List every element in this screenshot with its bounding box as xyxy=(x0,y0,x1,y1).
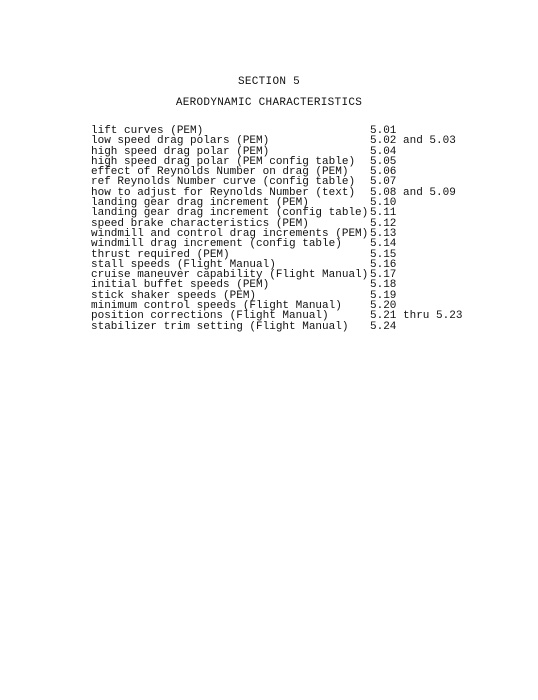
toc-entry-label: effect of Reynolds Number on drag (PEM) xyxy=(91,166,349,179)
section-number: SECTION 5 xyxy=(237,76,301,88)
toc-entry-label: how to adjust for Reynolds Number (text) xyxy=(91,186,356,199)
toc-entry-label: stall speeds (Flight Manual) xyxy=(91,258,276,271)
toc-entry-page: 5.04 xyxy=(370,145,397,158)
toc-entry-label: landing gear drag increment (PEM) xyxy=(91,197,309,210)
toc-entry-label: ref Reynolds Number curve (config table) xyxy=(91,176,356,189)
toc-entry-label: thrust required (PEM) xyxy=(91,248,230,261)
section-title: AERODYNAMIC CHARACTERISTICS xyxy=(175,97,363,109)
toc-entry-page: 5.10 xyxy=(370,197,397,210)
toc-entry-label: low speed drag polars (PEM) xyxy=(91,135,270,148)
toc-entry-page: 5.11 xyxy=(370,207,397,220)
toc-entry-page: 5.08 and 5.09 xyxy=(370,186,456,199)
toc-entry-page: 5.14 xyxy=(370,238,397,251)
toc-entry-label: windmill drag increment (config table) xyxy=(91,238,342,251)
toc-entry-page: 5.24 xyxy=(370,320,397,333)
toc-entry-label: speed brake characteristics (PEM) xyxy=(91,217,309,230)
toc-entry-label: windmill and control drag increments (PEM) xyxy=(91,227,369,240)
toc-entry-page: 5.07 xyxy=(370,176,397,189)
toc-entry-page: 5.18 xyxy=(370,279,397,292)
toc-entry-label: position corrections (Flight Manual) xyxy=(91,310,329,323)
toc-entry-label: minimum control speeds (Flight Manual) xyxy=(91,300,342,313)
toc-entry xyxy=(91,322,511,332)
toc-entry-page: 5.19 xyxy=(370,289,397,302)
toc-entry-page: 5.16 xyxy=(370,258,397,271)
toc-entry-label: initial buffet speeds (PEM) xyxy=(91,279,270,292)
table-of-contents xyxy=(91,126,511,332)
toc-entry-page: 5.05 xyxy=(370,155,397,168)
toc-entry-label: stabilizer trim setting (Flight Manual) xyxy=(91,320,349,333)
toc-entry-label: high speed drag polar (PEM config table) xyxy=(91,155,356,168)
toc-entry-page: 5.01 xyxy=(370,125,397,137)
toc-entry-label: high speed drag polar (PEM) xyxy=(91,145,270,158)
toc-entry-page: 5.17 xyxy=(370,269,397,282)
toc-entry-label: stick shaker speeds (PEM) xyxy=(91,289,257,302)
toc-entry-page: 5.13 xyxy=(370,227,397,240)
toc-entry-label: lift curves (PEM) xyxy=(91,125,204,137)
toc-entry-page: 5.21 thru 5.23 xyxy=(370,310,463,323)
toc-entry-page: 5.15 xyxy=(370,248,397,261)
toc-entry-label: landing gear drag increment (config table) xyxy=(91,207,369,220)
toc-entry-page: 5.02 and 5.03 xyxy=(370,135,456,148)
toc-entry-page: 5.12 xyxy=(370,217,397,230)
toc-entry-page: 5.06 xyxy=(370,166,397,179)
toc-entry-page: 5.20 xyxy=(370,300,397,313)
toc-entry-label: cruise maneuver capability (Flight Manual) xyxy=(91,269,369,282)
